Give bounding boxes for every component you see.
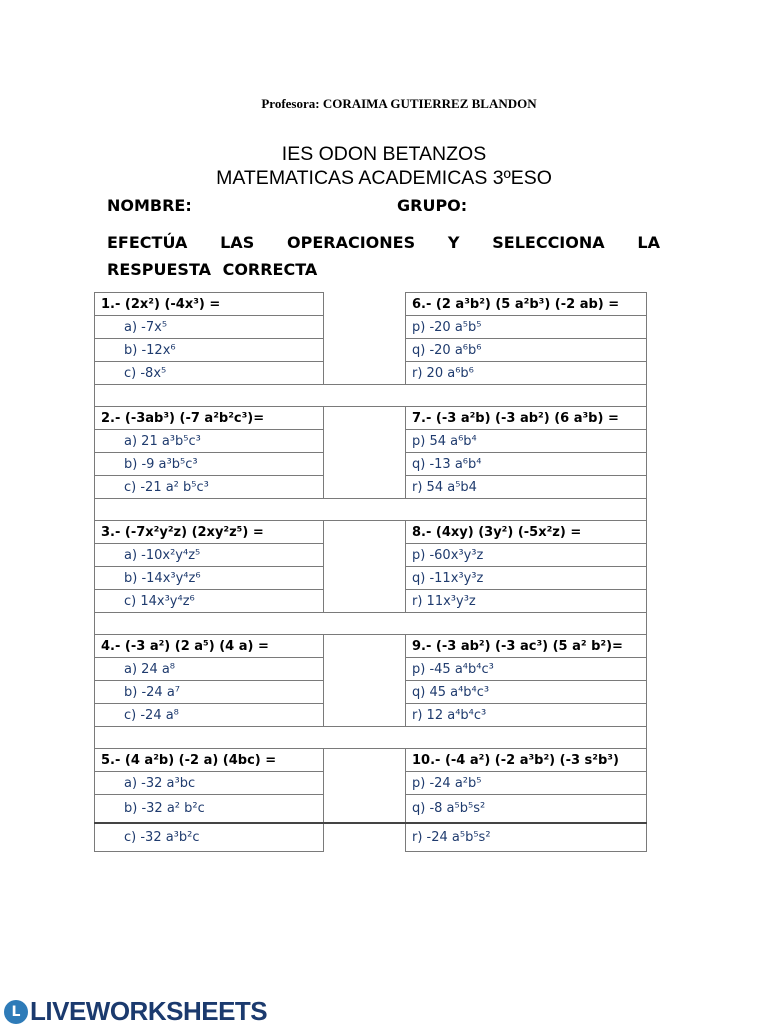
spacer-cell	[95, 727, 647, 749]
option-2c[interactable]: c) -21 a² b⁵c³	[95, 476, 324, 499]
liveworksheets-mark-icon: L	[4, 1000, 28, 1024]
option-8r[interactable]: r) 11x³y³z	[406, 590, 647, 613]
question-row	[95, 293, 647, 316]
option-4c[interactable]: c) -24 a⁸	[95, 704, 324, 727]
option-7r[interactable]: r) 54 a⁵b4	[406, 476, 647, 499]
option-10r[interactable]: r) -24 a⁵b⁵s²	[406, 823, 647, 852]
answer-gap	[324, 293, 406, 316]
answer-gap	[324, 681, 406, 704]
option-10p[interactable]: p) -24 a²b⁵	[406, 772, 647, 795]
option-10q[interactable]: q) -8 a⁵b⁵s²	[406, 795, 647, 824]
question-3: 3.- (-7x²y²z) (2xy²z⁵) =	[95, 521, 324, 544]
spacer-cell	[95, 385, 647, 407]
option-6p[interactable]: p) -20 a⁵b⁵	[406, 316, 647, 339]
option-8p[interactable]: p) -60x³y³z	[406, 544, 647, 567]
answer-gap	[324, 567, 406, 590]
question-8: 8.- (4xy) (3y²) (-5x²z) =	[406, 521, 647, 544]
liveworksheets-logo[interactable]	[4, 996, 267, 1027]
option-6r[interactable]: r) 20 a⁶b⁶	[406, 362, 647, 385]
option-6q[interactable]: q) -20 a⁶b⁶	[406, 339, 647, 362]
group-label: GRUPO:	[397, 196, 468, 215]
option-5a[interactable]: a) -32 a³bc	[95, 772, 324, 795]
answer-gap	[324, 476, 406, 499]
name-label: NOMBRE:	[107, 196, 192, 215]
question-1: 1.- (2x²) (-4x³) =	[95, 293, 324, 316]
option-row	[95, 795, 647, 824]
question-row	[95, 407, 647, 430]
spacer-row	[95, 613, 647, 635]
answer-gap	[324, 362, 406, 385]
option-1b[interactable]: b) -12x⁶	[95, 339, 324, 362]
option-1a[interactable]: a) -7x⁵	[95, 316, 324, 339]
instructions: EFECTÚA LAS OPERACIONES Y SELECCIONA LA RESPUESTA CORRECTA	[107, 233, 660, 279]
option-row	[95, 362, 647, 385]
option-5b[interactable]: b) -32 a² b²c	[95, 795, 324, 824]
option-row	[95, 567, 647, 590]
question-row	[95, 635, 647, 658]
spacer-row	[95, 499, 647, 521]
subject-title: MATEMATICAS ACADEMICAS 3ºESO	[216, 167, 552, 189]
option-3b[interactable]: b) -14x³y⁴z⁶	[95, 567, 324, 590]
option-row	[95, 430, 647, 453]
option-row	[95, 704, 647, 727]
answer-gap	[324, 316, 406, 339]
option-2a[interactable]: a) 21 a³b⁵c³	[95, 430, 324, 453]
option-row	[95, 544, 647, 567]
answer-gap	[324, 590, 406, 613]
answer-gap	[324, 544, 406, 567]
answer-gap	[324, 704, 406, 727]
option-row	[95, 681, 647, 704]
option-4b[interactable]: b) -24 a⁷	[95, 681, 324, 704]
answer-gap	[324, 749, 406, 772]
answer-gap	[324, 635, 406, 658]
answer-gap	[324, 453, 406, 476]
teacher-name: Profesora: CORAIMA GUTIERREZ BLANDON	[261, 96, 537, 111]
option-row	[95, 453, 647, 476]
answer-gap	[324, 407, 406, 430]
answer-gap	[324, 658, 406, 681]
question-5: 5.- (4 a²b) (-2 a) (4bc) =	[95, 749, 324, 772]
option-4a[interactable]: a) 24 a⁸	[95, 658, 324, 681]
option-row	[95, 590, 647, 613]
answer-gap	[324, 430, 406, 453]
option-row	[95, 476, 647, 499]
school-title: IES ODON BETANZOS	[281, 143, 487, 165]
question-row	[95, 521, 647, 544]
option-3c[interactable]: c) 14x³y⁴z⁶	[95, 590, 324, 613]
exercise-table	[94, 292, 647, 852]
question-4: 4.- (-3 a²) (2 a⁵) (4 a) =	[95, 635, 324, 658]
question-2: 2.- (-3ab³) (-7 a²b²c³)=	[95, 407, 324, 430]
answer-gap	[324, 823, 406, 852]
option-2b[interactable]: b) -9 a³b⁵c³	[95, 453, 324, 476]
option-row	[95, 658, 647, 681]
answer-gap	[324, 521, 406, 544]
option-7q[interactable]: q) -13 a⁶b⁴	[406, 453, 647, 476]
question-row	[95, 749, 647, 772]
option-9p[interactable]: p) -45 a⁴b⁴c³	[406, 658, 647, 681]
answer-gap	[324, 795, 406, 824]
option-1c[interactable]: c) -8x⁵	[95, 362, 324, 385]
question-10: 10.- (-4 a²) (-2 a³b²) (-3 s²b³)	[406, 749, 647, 772]
option-row	[95, 316, 647, 339]
option-9q[interactable]: q) 45 a⁴b⁴c³	[406, 681, 647, 704]
option-5c[interactable]: c) -32 a³b²c	[95, 823, 324, 852]
spacer-cell	[95, 499, 647, 521]
option-7p[interactable]: p) 54 a⁶b⁴	[406, 430, 647, 453]
option-row	[95, 823, 647, 852]
answer-gap	[324, 339, 406, 362]
option-9r[interactable]: r) 12 a⁴b⁴c³	[406, 704, 647, 727]
answer-gap	[324, 772, 406, 795]
option-8q[interactable]: q) -11x³y³z	[406, 567, 647, 590]
question-7: 7.- (-3 a²b) (-3 ab²) (6 a³b) =	[406, 407, 647, 430]
option-row	[95, 339, 647, 362]
spacer-cell	[95, 613, 647, 635]
spacer-row	[95, 727, 647, 749]
spacer-row	[95, 385, 647, 407]
liveworksheets-wordmark: LIVEWORKSHEETS	[30, 996, 268, 1026]
question-6: 6.- (2 a³b²) (5 a²b³) (-2 ab) =	[406, 293, 647, 316]
option-3a[interactable]: a) -10x²y⁴z⁵	[95, 544, 324, 567]
option-row	[95, 772, 647, 795]
question-9: 9.- (-3 ab²) (-3 ac³) (5 a² b²)=	[406, 635, 647, 658]
